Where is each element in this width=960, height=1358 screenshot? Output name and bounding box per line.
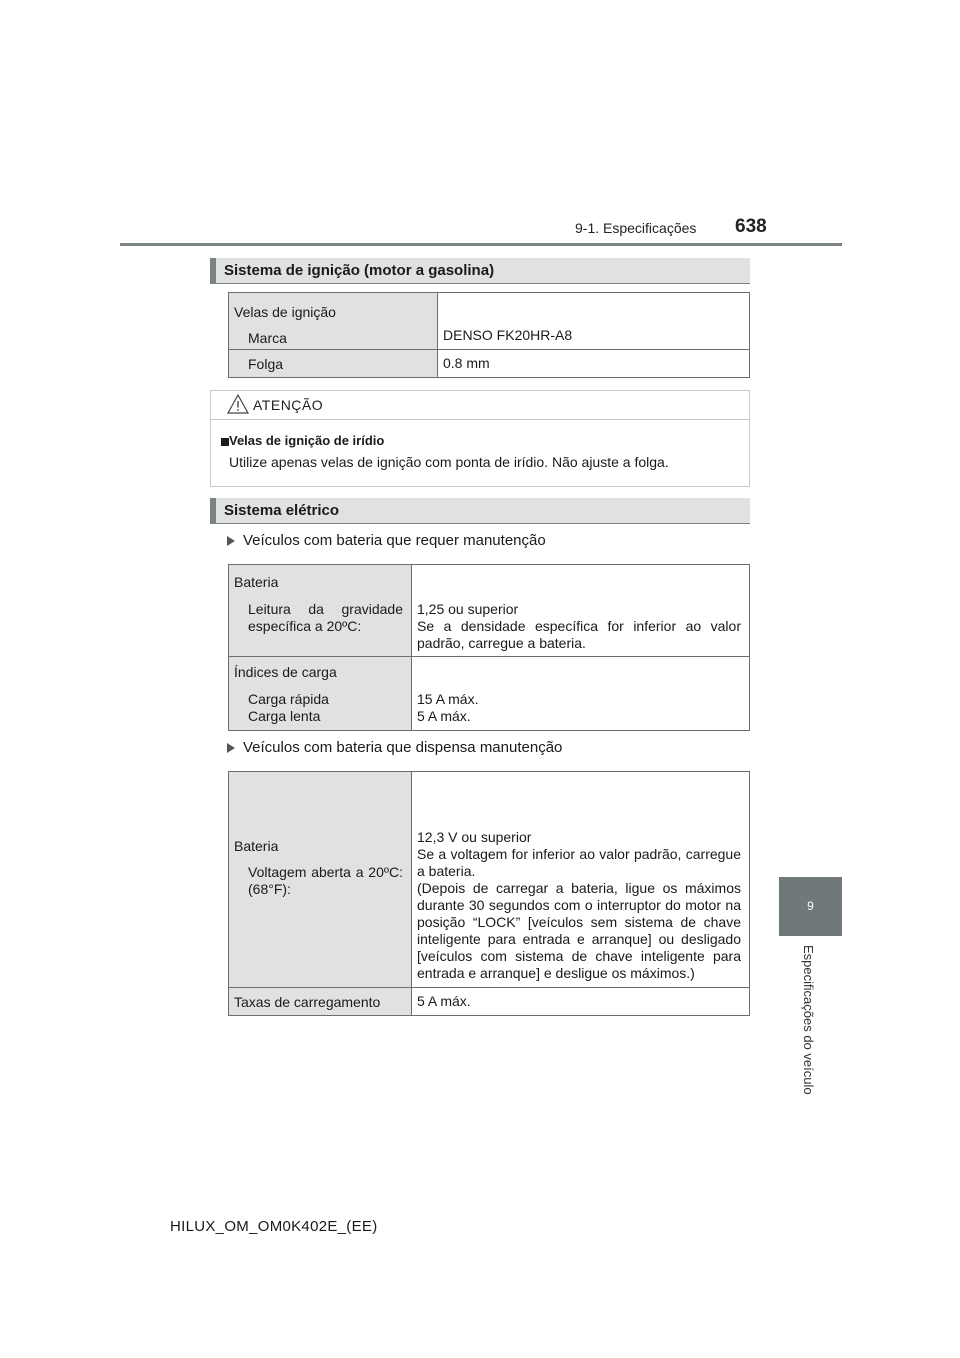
maintenance-free-battery-heading (227, 739, 562, 756)
voltage-value-2: Se a voltagem for inferior ao valor padrão, carregue a bateria. (417, 846, 741, 879)
voltage-value-1: 12,3 V ou superior (417, 829, 532, 845)
caution-box (210, 390, 750, 487)
chapter-label: Especificações do veículo (801, 945, 816, 1095)
section-title: 9-1. Especificações (575, 220, 697, 236)
gravity-label-cell (229, 565, 412, 657)
charge-rate-label: Taxas de carregamento (234, 994, 381, 1010)
chapter-number: 9 (807, 899, 814, 913)
document-code: HILUX_OM_OM0K402E_(EE) (170, 1218, 378, 1235)
caution-text: Utilize apenas velas de ignição com ponta de irídio. Não ajuste a folga. (229, 454, 669, 470)
battery-label: Bateria (234, 838, 279, 854)
bullet-square (221, 438, 229, 446)
gap-value-cell (438, 350, 750, 378)
maintenance-free-battery-table (228, 771, 750, 1016)
gravity-value-1: 1,25 ou superior (417, 601, 519, 617)
fast-charge-value: 15 A máx. (417, 691, 479, 707)
voltage-label: Voltagem aberta a 20ºC: (68°F): (248, 864, 403, 897)
ignition-table (228, 292, 750, 378)
spark-plug-label: Velas de ignição (234, 304, 336, 320)
gap-label: Folga (248, 356, 284, 372)
maintenance-battery-table (228, 564, 750, 731)
gravity-value-2: Se a densidade específica for inferior ao valor padrão, carregue a bateria. (417, 618, 741, 651)
gravity-label: Leitura da gravidade específica a 20ºC: (248, 601, 403, 634)
voltage-value-3: (Depois de carregar a bateria, ligue os máximos durante 30 segundos com o interruptor do motor na posição “LOCK” [veículos sem sistema de chave inteligente para entrada e arranque] ou desligado [veículos com sistema de chave inteligente para entrada e arranque] e desligue os máximos.) (417, 880, 741, 981)
triangle-bullet-icon (227, 536, 235, 546)
charge-rates-label-cell (229, 657, 412, 731)
slow-charge-value: 5 A máx. (417, 708, 471, 724)
ignition-label-cell (229, 293, 438, 350)
battery-label: Bateria (234, 574, 279, 590)
brand-label: Marca (248, 330, 287, 346)
ignition-section-title: Sistema de ignição (motor a gasolina) (210, 258, 750, 284)
gap-label-cell (229, 350, 438, 378)
caution-subtitle: Velas de ignição de irídio (229, 433, 385, 448)
fast-charge-label: Carga rápida (248, 691, 329, 707)
chapter-tab (779, 877, 842, 936)
gravity-value-cell (412, 565, 750, 657)
brand-value-cell (438, 293, 750, 350)
maintenance-battery-heading (227, 532, 546, 549)
gap-value: 0.8 mm (443, 355, 490, 371)
triangle-bullet-icon (227, 743, 235, 753)
caution-header (211, 391, 749, 420)
electrical-section-title: Sistema elétrico (210, 498, 750, 524)
slow-charge-label: Carga lenta (248, 708, 321, 724)
maintenance-free-battery-heading-text: Veículos com bateria que dispensa manutenção (243, 739, 563, 756)
charge-rate-value: 5 A máx. (417, 993, 471, 1009)
page-number: 638 (735, 216, 767, 237)
charge-rate-label-cell (229, 988, 412, 1016)
charge-rate-value-cell (412, 988, 750, 1016)
voltage-label-cell (229, 772, 412, 988)
charge-rates-label: Índices de carga (234, 664, 337, 680)
header-rule (120, 243, 842, 246)
caution-title: ATENÇÃO (253, 397, 324, 413)
brand-value: DENSO FK20HR-A8 (443, 327, 573, 343)
warning-icon (227, 394, 249, 414)
charge-rates-value-cell (412, 657, 750, 731)
voltage-value-cell (412, 772, 750, 988)
maintenance-battery-heading-text: Veículos com bateria que requer manutenção (243, 532, 546, 549)
